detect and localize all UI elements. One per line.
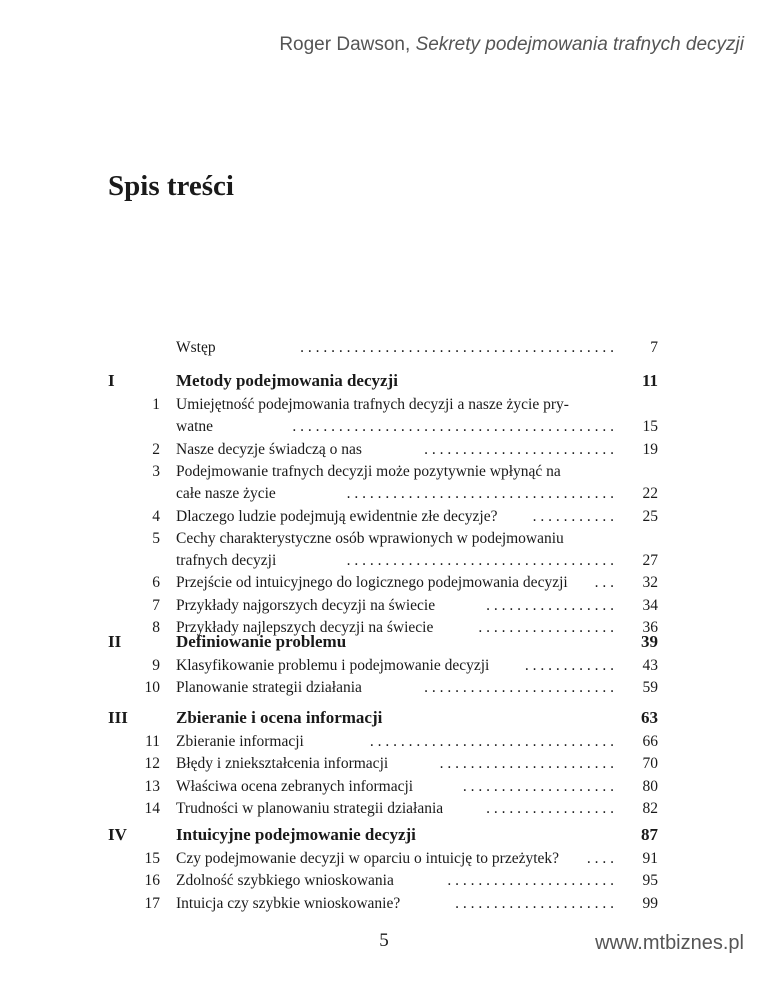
page-ref: 66 [642, 733, 658, 750]
chapter-title: Przykłady najgorszych decyzji na świecie [176, 596, 436, 614]
leader-dots: . . . . . . . . . . . . . . . . . . . . . . . . . [424, 679, 614, 697]
header-book-title: Sekrety podejmowania trafnych decyzji [415, 34, 744, 55]
leader-dots: . . . [594, 574, 614, 592]
chapter-title: Planowanie strategii działania [176, 679, 362, 697]
footer-url: www.mtbiznes.pl [595, 932, 744, 954]
page-ref: 22 [642, 485, 658, 503]
chapter-title: Trudności w planowaniu strategii działania [176, 799, 444, 817]
leader-dots: . . . . . . . . . . . . . . . . . . . . . [455, 894, 614, 912]
chapter-number: 8 [152, 619, 160, 636]
leader-dots: . . . . . . . . . . . . . . . . . . . . . . . . . . . . . . . . . . . . . . . . . . [292, 418, 614, 436]
chapter-number: 10 [144, 679, 160, 697]
part-numeral: II [108, 632, 122, 651]
leader-dots: . . . . . . . . . . . . . . . . . . . . . . . . . . . . . . . . [369, 733, 614, 750]
toc-row [0, 870, 768, 892]
chapter-number: 15 [144, 850, 160, 867]
page-ref: 99 [642, 894, 658, 912]
chapter-number: 9 [152, 657, 160, 674]
page-ref: 82 [642, 799, 658, 817]
chapter-title: Przykłady najlepszych decyzji na świecie [176, 619, 434, 636]
chapter-number: 1 [152, 396, 160, 413]
chapter-title: Właściwa ocena zebranych informacji [176, 777, 414, 795]
page-ref: 32 [642, 574, 658, 592]
part-page: 39 [641, 632, 658, 651]
chapter-number: 14 [144, 799, 160, 817]
page-ref: 59 [642, 679, 658, 697]
toc-row [0, 595, 768, 617]
chapter-title: Wstęp [176, 339, 216, 356]
chapter-number: 11 [145, 733, 160, 750]
chapter-number: 16 [144, 872, 160, 890]
part-title: Intuicyjne podejmowanie decyzji [176, 825, 416, 844]
chapter-title: Cechy charakterystyczne osób wprawionych w podejmowaniu [176, 529, 564, 547]
toc-row [0, 506, 768, 528]
page-ref: 70 [642, 755, 658, 773]
chapter-number: 2 [152, 440, 160, 458]
running-header [279, 34, 744, 56]
toc-title: Spis treści [108, 170, 234, 202]
page-ref: 91 [642, 850, 658, 867]
part-page: 63 [641, 708, 658, 727]
part-title: Definiowanie problemu [176, 632, 347, 651]
part-numeral: IV [108, 825, 127, 844]
leader-dots: . . . . . . . . . . . . [524, 657, 614, 674]
leader-dots: . . . . . . . . . . . [532, 507, 614, 525]
chapter-title: Przejście od intuicyjnego do logicznego podejmowania decyzji [176, 574, 568, 592]
chapter-number: 5 [152, 529, 160, 547]
page-ref: 95 [642, 872, 658, 890]
part-title: Zbieranie i ocena informacji [176, 708, 383, 727]
leader-dots: . . . . . . . . . . . . . . . . . . . . [462, 777, 614, 795]
chapter-title: Zdolność szybkiego wnioskowania [176, 872, 394, 890]
toc-row [0, 550, 768, 572]
page-ref: 25 [642, 507, 658, 525]
leader-dots: . . . . . . . . . . . . . . . . . . [478, 619, 614, 636]
chapter-number: 17 [144, 894, 160, 912]
page-ref: 27 [642, 552, 658, 570]
leader-dots: . . . . . . . . . . . . . . . . . . . . . . . . . . . . . . . . . . . [346, 552, 614, 570]
header-author: Roger Dawson, [279, 34, 411, 55]
leader-dots: . . . . . . . . . . . . . . . . . . . . . . . . . [424, 440, 614, 458]
part-title: Metody podejmowania decyzji [176, 371, 398, 390]
page-ref: 19 [642, 440, 658, 458]
toc-row [0, 483, 768, 505]
part-page: 11 [641, 371, 658, 390]
chapter-number: 6 [152, 574, 160, 592]
part-page: 87 [641, 825, 658, 844]
toc-row [0, 337, 768, 359]
part-numeral: III [108, 708, 128, 727]
chapter-title: Intuicja czy szybkie wnioskowanie? [176, 894, 401, 912]
chapter-title: Czy podejmowanie decyzji w oparciu o intuicję to przeżytek? [176, 850, 560, 867]
chapter-title: Nasze decyzje świadczą o nas [176, 440, 362, 458]
leader-dots: . . . . . . . . . . . . . . . . . . . . . . . . . . . . . . . . . . . [346, 485, 614, 503]
leader-dots: . . . . . . . . . . . . . . . . . . . . . . . [439, 755, 614, 773]
chapter-number: 3 [152, 462, 160, 480]
chapter-title: trafnych decyzji [176, 552, 277, 570]
leader-dots: . . . . . . . . . . . . . . . . . [486, 799, 614, 817]
chapter-title: Zbieranie informacji [176, 733, 304, 750]
chapter-title: Podejmowanie trafnych decyzji może pozytywnie wpłynąć na [176, 462, 561, 480]
toc-row [0, 776, 768, 798]
toc-row [0, 572, 768, 594]
toc-row [0, 731, 768, 753]
chapter-number: 4 [152, 507, 160, 525]
toc-row [0, 416, 768, 438]
page-ref: 80 [642, 777, 658, 795]
page-number: 5 [379, 930, 389, 951]
toc-row [0, 394, 768, 416]
chapter-number: 13 [144, 777, 160, 795]
toc-row [0, 439, 768, 461]
leader-dots: . . . . . . . . . . . . . . . . . . . . . . . . . . . . . . . . . . . . . . . . . [300, 339, 614, 356]
chapter-title: watne [176, 418, 214, 436]
page-ref: 36 [642, 619, 658, 636]
toc-row [0, 655, 768, 677]
page-ref: 34 [642, 596, 658, 614]
chapter-title: Umiejętność podejmowania trafnych decyzji a nasze życie pry- [176, 396, 569, 413]
chapter-title: Dlaczego ludzie podejmują ewidentnie złe decyzje? [176, 507, 498, 525]
toc-row [0, 677, 768, 699]
page-ref: 7 [650, 339, 658, 356]
toc-row [0, 528, 768, 550]
page-ref: 43 [642, 657, 658, 674]
chapter-title: całe nasze życie [176, 485, 276, 503]
leader-dots: . . . . . . . . . . . . . . . . . [486, 596, 614, 614]
toc-row [0, 848, 768, 870]
toc-row [0, 461, 768, 483]
chapter-title: Błędy i zniekształcenia informacji [176, 755, 389, 773]
leader-dots: . . . . . . . . . . . . . . . . . . . . . . [447, 872, 614, 890]
chapter-number: 12 [144, 755, 160, 773]
toc-row [0, 798, 768, 820]
page-ref: 15 [642, 418, 658, 436]
toc-row [0, 753, 768, 775]
part-numeral: I [108, 371, 115, 390]
leader-dots: . . . . [586, 850, 614, 867]
chapter-title: Klasyfikowanie problemu i podejmowanie decyzji [176, 657, 490, 674]
toc-row [0, 893, 768, 915]
chapter-number: 7 [152, 596, 160, 614]
